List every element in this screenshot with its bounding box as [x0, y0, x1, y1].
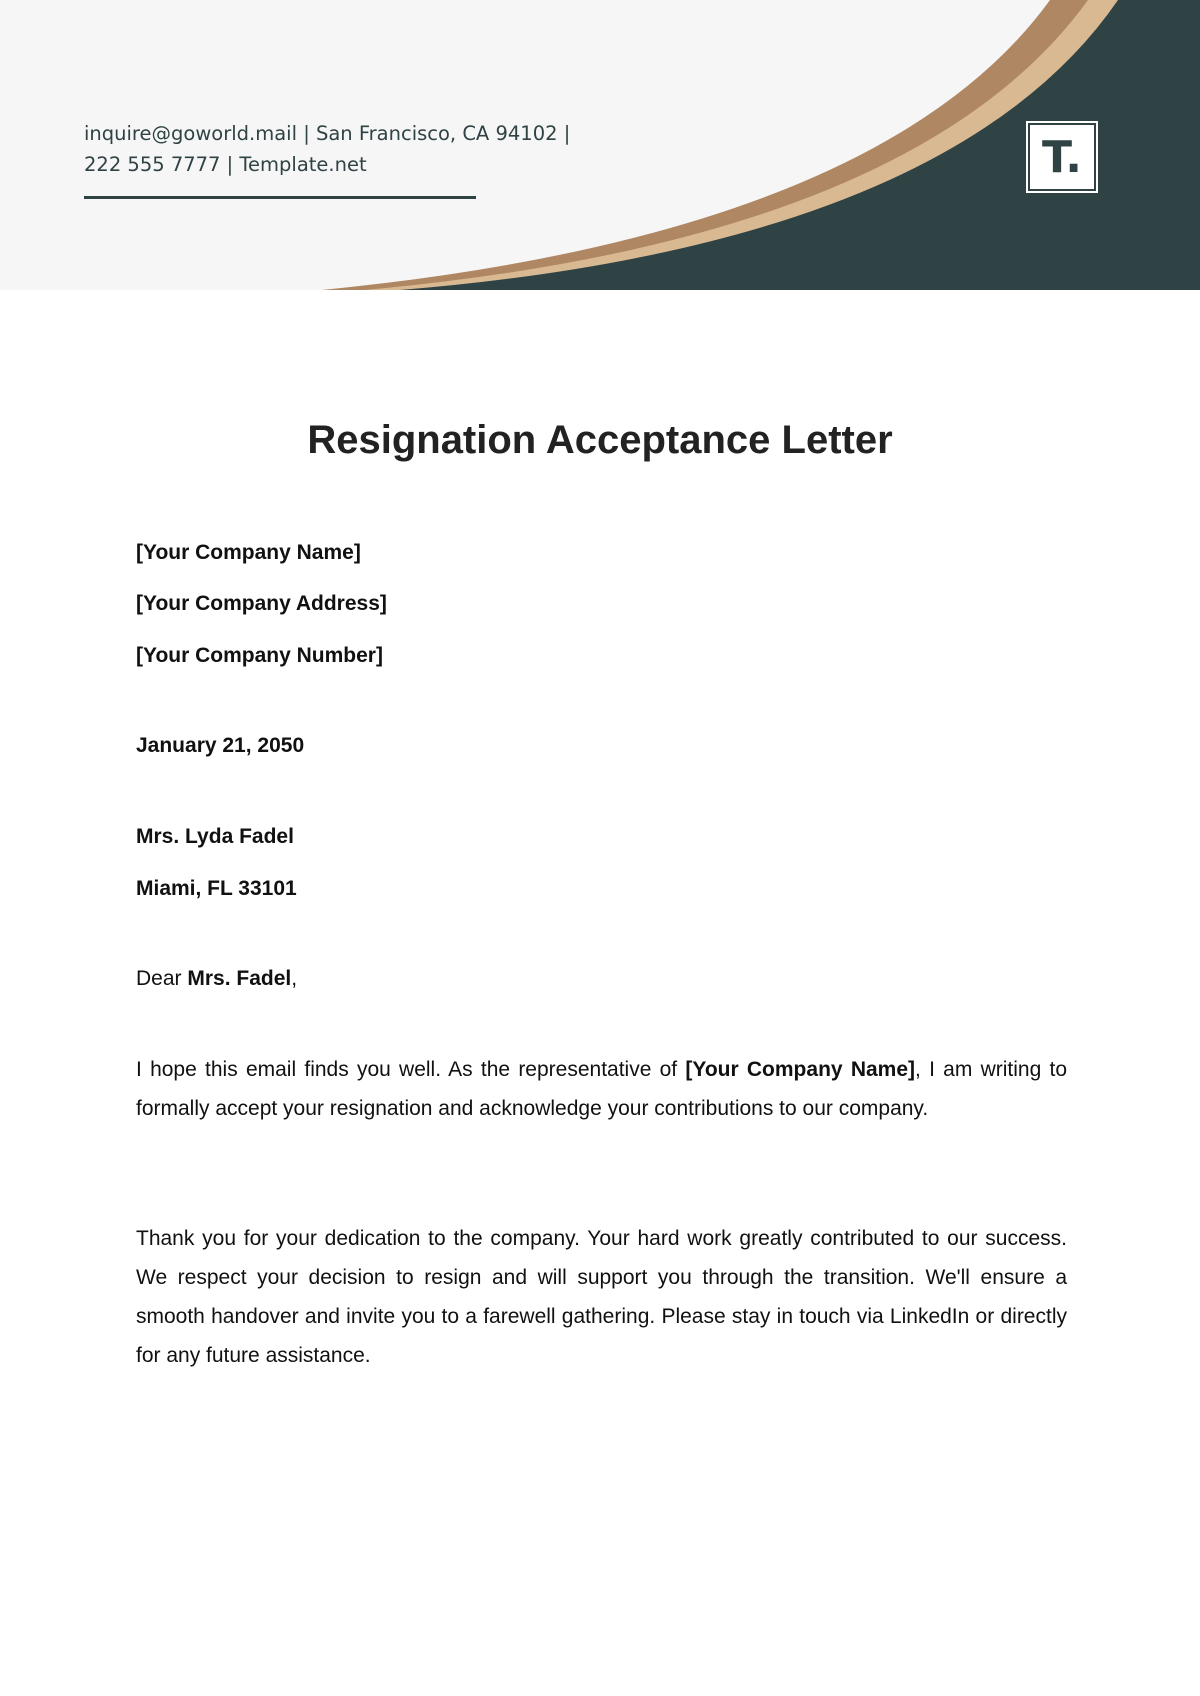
p1-text-after: , I am writing to formally accept your resignation and acknowledge your contributions to our company. — [136, 1058, 1068, 1120]
p1-text-before: I hope this email finds you well. As the representative of — [136, 1058, 686, 1081]
sender-company-number: [Your Company Number] — [136, 644, 383, 667]
body-paragraph-1 — [136, 1050, 1067, 1128]
body-paragraph-2: Thank you for your dedication to the company. Your hard work greatly contributed to our success. We respect your decision to resign and will support you through the transition. We'll ensure a smooth handover and invite you to a farewell gathering. Please stay in touch via LinkedIn or directly for any future assistance. — [136, 1227, 1067, 1367]
salutation — [136, 964, 297, 994]
contact-line-2: 222 555 7777 | Template.net — [84, 153, 367, 176]
contact-line-1: inquire@goworld.mail | San Francisco, CA 94102 | — [84, 122, 571, 145]
recipient-location: Miami, FL 33101 — [136, 877, 297, 900]
sender-company-name: [Your Company Name] — [136, 541, 361, 564]
salutation-prefix: Dear — [136, 967, 188, 990]
letter-date: January 21, 2050 — [136, 734, 305, 757]
salutation-suffix: , — [291, 967, 298, 990]
logo-text: T. — [1030, 125, 1094, 189]
recipient-name: Mrs. Lyda Fadel — [136, 825, 294, 848]
sender-company-address: [Your Company Address] — [136, 592, 387, 615]
p1-company-name: [Your Company Name] — [685, 1058, 916, 1081]
header-divider — [84, 196, 476, 199]
contact-info — [84, 118, 570, 180]
salutation-name: Mrs. Fadel — [187, 967, 292, 990]
page-title: Resignation Acceptance Letter — [307, 418, 893, 462]
logo — [1026, 121, 1098, 193]
letterhead — [0, 0, 1200, 290]
